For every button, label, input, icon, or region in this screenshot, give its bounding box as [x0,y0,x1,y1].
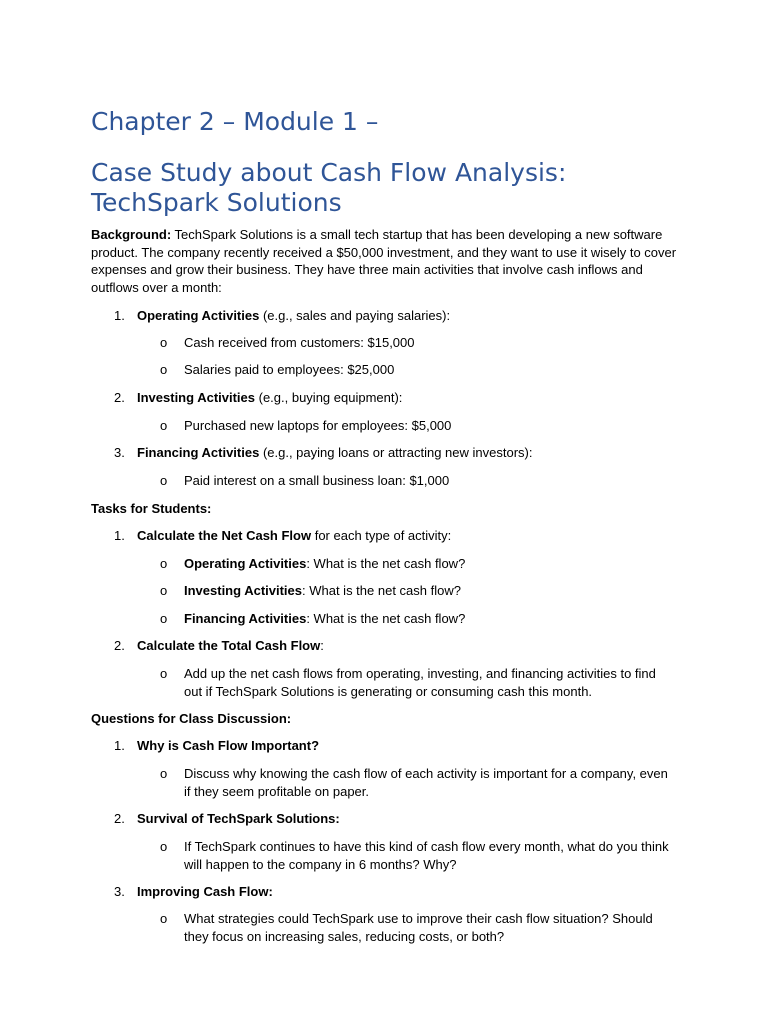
task-item [137,637,324,655]
bullet-marker: o [160,839,168,854]
bullet-marker: o [160,766,168,781]
background-text: TechSpark Solutions is a small tech startup that has been developing a new software product. The company recently received a $50,000 investment, and they want to use it wisely to cover expenses and grow their business. They have three main activities that involve cash inflows and outflows over a month: [91,227,677,295]
tasks-heading [91,500,211,518]
activity-item [137,389,402,407]
task-subitem-title: Investing Activities [184,583,302,598]
activity-desc: (e.g., sales and paying salaries): [259,308,451,323]
activity-desc: (e.g., paying loans or attracting new investors): [259,445,533,460]
bullet-marker: o [160,911,168,926]
task-desc: : [320,638,324,653]
chapter-heading: Chapter 2 – Module 1 – [91,107,379,136]
task-title: Calculate the Total Cash Flow [137,638,321,653]
activity-title: Investing Activities [137,390,255,405]
activity-desc: (e.g., buying equipment): [255,390,403,405]
background-paragraph [91,226,679,296]
activity-number: 1. [114,308,125,323]
activity-subitem: Salaries paid to employees: $25,000 [184,362,395,377]
bullet-marker: o [160,418,168,433]
bullet-marker: o [160,473,168,488]
bullet-marker: o [160,362,168,377]
question-text: Discuss why knowing the cash flow of each activity is important for a company, even if they seem profitable on paper. [184,766,668,799]
activity-number: 2. [114,390,125,405]
question-item [137,737,319,755]
task-subitem [184,582,461,600]
bullet-marker: o [160,666,168,681]
questions-heading [91,710,291,728]
task-subitem-text: : What is the net cash flow? [306,556,466,571]
task-item [137,527,451,545]
task-subitem-text: : What is the net cash flow? [306,611,466,626]
bullet-marker: o [160,335,168,350]
task-number: 1. [114,528,125,543]
task-subitem-title: Financing Activities [184,611,307,626]
task-subitem [184,610,465,628]
activity-title: Operating Activities [137,308,260,323]
question-number: 3. [114,884,125,899]
question-text: What strategies could TechSpark use to improve their cash flow situation? Should they focus on increasing sales, reducing costs, or both? [184,911,653,944]
question-title: Survival of TechSpark Solutions: [137,811,340,826]
task-subitem: Add up the net cash flows from operating, investing, and financing activities to find out if TechSpark Solutions is generating or consuming cash this month. [184,666,656,699]
activity-item [137,444,532,462]
question-title: Why is Cash Flow Important? [137,738,320,753]
questions-heading-text: Questions for Class Discussion: [91,711,292,726]
activity-number: 3. [114,445,125,460]
question-item [137,883,273,901]
activity-subitem: Paid interest on a small business loan: $1,000 [184,473,450,488]
task-number: 2. [114,638,125,653]
task-subitem-title: Operating Activities [184,556,307,571]
activity-subitem: Purchased new laptops for employees: $5,000 [184,418,452,433]
question-item [137,810,340,828]
task-subitem [184,555,465,573]
activity-item [137,307,450,325]
question-number: 2. [114,811,125,826]
task-desc: for each type of activity: [311,528,452,543]
question-title: Improving Cash Flow: [137,884,273,899]
bullet-marker: o [160,611,168,626]
task-subitem-text: : What is the net cash flow? [302,583,461,598]
activity-title: Financing Activities [137,445,260,460]
bullet-marker: o [160,583,168,598]
bullet-marker: o [160,556,168,571]
background-label: Background: [91,227,172,242]
tasks-heading-text: Tasks for Students: [91,501,212,516]
case-study-heading: Case Study about Cash Flow Analysis: TechSpark Solutions [91,158,567,217]
question-number: 1. [114,738,125,753]
question-text: If TechSpark continues to have this kind of cash flow every month, what do you think will happen to the company in 6 months? Why? [184,839,669,872]
activity-subitem: Cash received from customers: $15,000 [184,335,415,350]
task-title: Calculate the Net Cash Flow [137,528,312,543]
